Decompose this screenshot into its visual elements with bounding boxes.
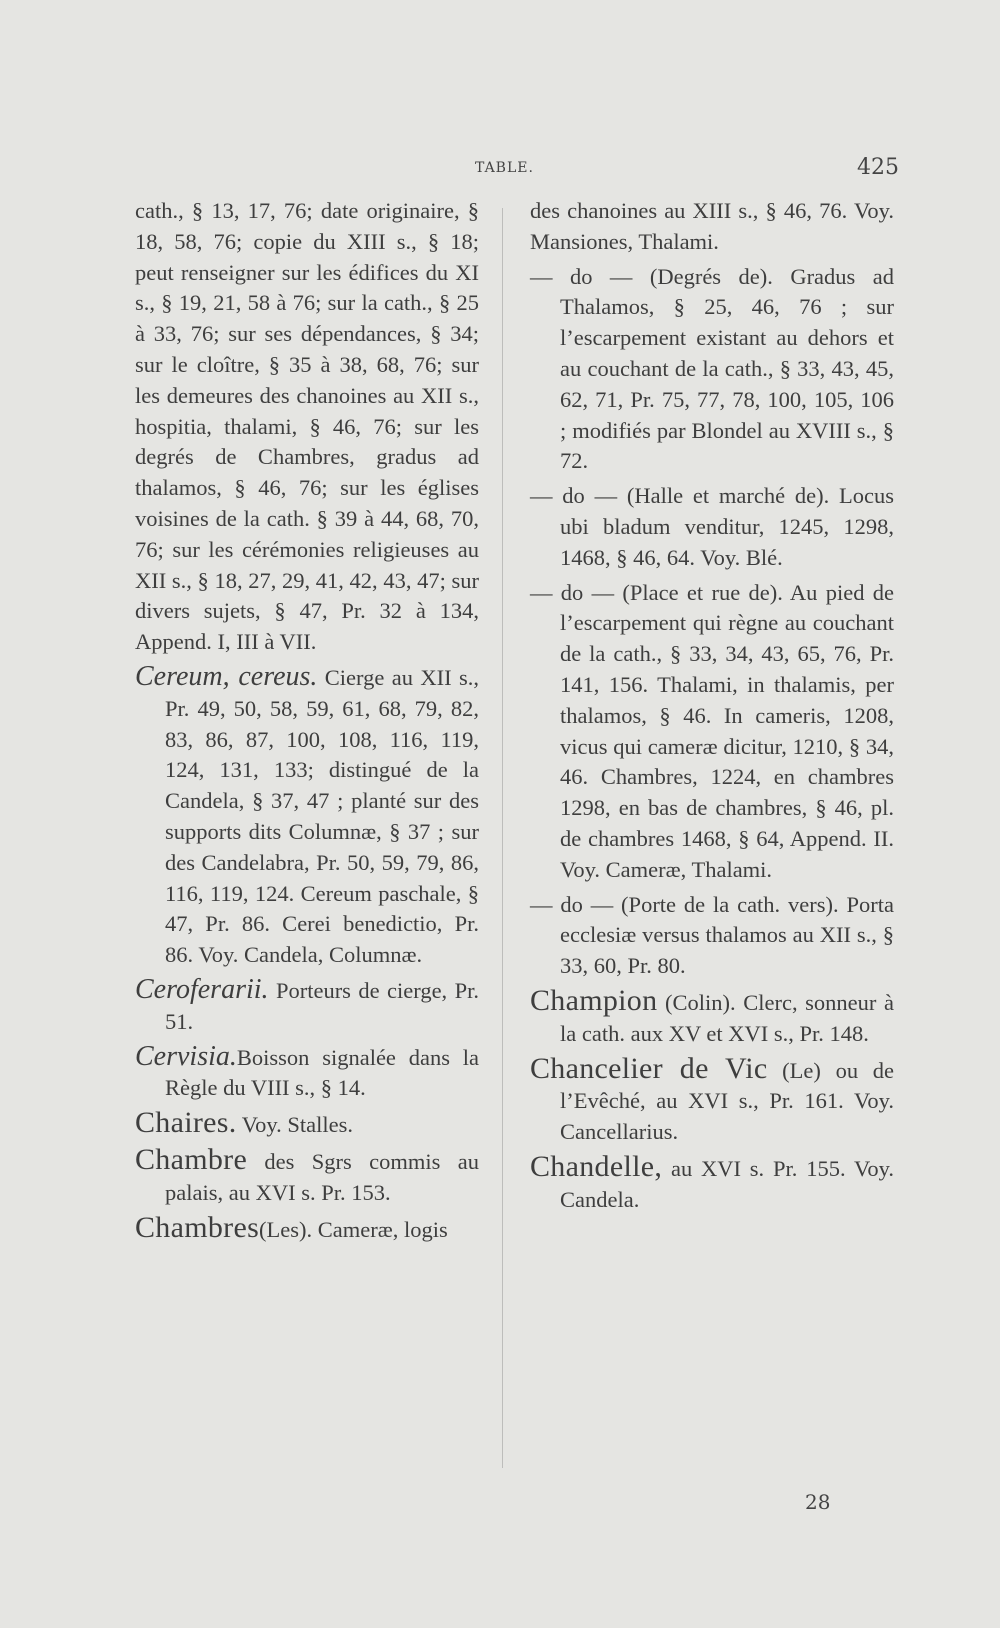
- entry-text: (Colin). Clerc, sonneur à la cath. aux XV et XVI s., Pr. 148.: [560, 989, 894, 1046]
- index-entry: [530, 983, 894, 1050]
- entry-headword: Chandelle,: [530, 1149, 663, 1183]
- entry-text: Voy. Stalles.: [236, 1112, 354, 1138]
- sub-entry: — do — (Place et rue de). Au pied de l’escarpement qui règne au couchant de la cath., § 33, 34, 43, 65, 76, Pr. 141, 156. Thalami, in thalamis, per thalamos, § 46. In cameris, 1208, vicus qui cameræ dicitur, 1210, § 34, 46. Chambres, 1224, en chambres 1298, en bas de chambres, § 46, pl. de chambres 1468, § 64, Append. II. Voy. Cameræ, Thalami.: [530, 579, 894, 882]
- entry-text: Porteurs de cierge, Pr. 51.: [165, 977, 479, 1034]
- entry-headword: Chambre: [135, 1142, 248, 1176]
- entry-headword: Chambres: [135, 1210, 260, 1244]
- continuation-text: des chanoines au XIII s., § 46, 76. Voy. Mansiones, Thalami.: [530, 198, 894, 254]
- sub-entry: — do — (Halle et marché de). Locus ubi bladum venditur, 1245, 1298, 1468, § 46, 64. Voy. Blé.: [530, 483, 894, 570]
- entry-text: (Les). Cameræ, logis: [259, 1216, 448, 1242]
- entry-text: des Sgrs commis au palais, au XVI s. Pr. 153.: [165, 1148, 479, 1205]
- sub-entry: — do — (Degrés de). Gradus ad Thalamos, § 25, 46, 76 ; sur l’escarpement existant au dehors et au couchant de la cath., § 33, 43, 45, 62, 71, Pr. 75, 77, 78, 100, 105, 106 ; modifiés par Blondel au XVIII s., § 72.: [530, 263, 894, 474]
- entry-text: Boisson signalée dans la Règle du VIII s., § 14.: [165, 1044, 479, 1101]
- sub-entry: — do — (Porte de la cath. vers). Porta ecclesiæ versus thalamos au XII s., § 33, 60, Pr. 80.: [530, 891, 894, 979]
- page-number: 425: [857, 155, 899, 180]
- index-entry: [530, 1051, 895, 1148]
- entry-text: au XVI s. Pr. 155. Voy. Candela.: [560, 1155, 894, 1212]
- index-entry: [135, 1108, 479, 1141]
- entry-headword: Chancelier de Vic: [530, 1051, 768, 1085]
- signature-mark: 28: [805, 1490, 831, 1514]
- index-entry: [135, 975, 479, 1038]
- entry-headword: Ceroferarii.: [135, 973, 269, 1005]
- left-column: [135, 196, 479, 1245]
- index-entry: [530, 1149, 894, 1216]
- right-column: [530, 196, 894, 1216]
- entry-headword: Cervisia.: [135, 1040, 237, 1072]
- index-entry: [135, 662, 479, 971]
- index-entry: [135, 1142, 479, 1209]
- index-entry: [135, 1042, 479, 1105]
- index-entry: [135, 1210, 479, 1246]
- column-divider: [502, 208, 503, 1468]
- entry-headword: Chaires.: [135, 1106, 237, 1140]
- continuation-text: cath., § 13, 17, 76; date originaire, § 18, 58, 76; copie du XIII s., § 18; peut renseigner sur les édifices du XI s., § 19, 21, 58 à 76; sur la cath., § 25 à 33, 76; sur ses dépendances, § 34; sur le cloître, § 35 à 38, 68, 76; sur les demeures des chanoines au XII s., hospitia, thalami, § 46, 76; sur les degrés de Chambres, gradus ad thalamos, § 46, 76; sur les églises voisines de la cath. § 39 à 44, 68, 70, 76; sur les cérémonies religieuses au XII s., § 18, 27, 29, 41, 42, 43, 47; sur divers sujets, § 47, Pr. 32 à 134, Append. I, III à VII.: [135, 198, 479, 655]
- running-head: TABLE.: [475, 160, 534, 176]
- entry-text: (Le) ou de l’Evêché, au XVI s., Pr. 161. Voy. Cancellarius.: [560, 1057, 895, 1145]
- entry-text: Cierge au XII s., Pr. 49, 50, 58, 59, 61, 68, 79, 82, 83, 86, 87, 100, 108, 116, 119, 124, 131, 133; distingué de la Candela, § 37, 47 ; planté sur des supports dits Columnæ, § 37 ; sur des Candelabra, Pr. 50, 59, 79, 86, 116, 119, 124. Cereum paschale, § 47, Pr. 86. Cerei benedictio, Pr. 86. Voy. Candela, Columnæ.: [165, 664, 479, 968]
- entry-headword: Cereum, cereus.: [135, 660, 318, 692]
- entry-headword: Champion: [530, 983, 658, 1017]
